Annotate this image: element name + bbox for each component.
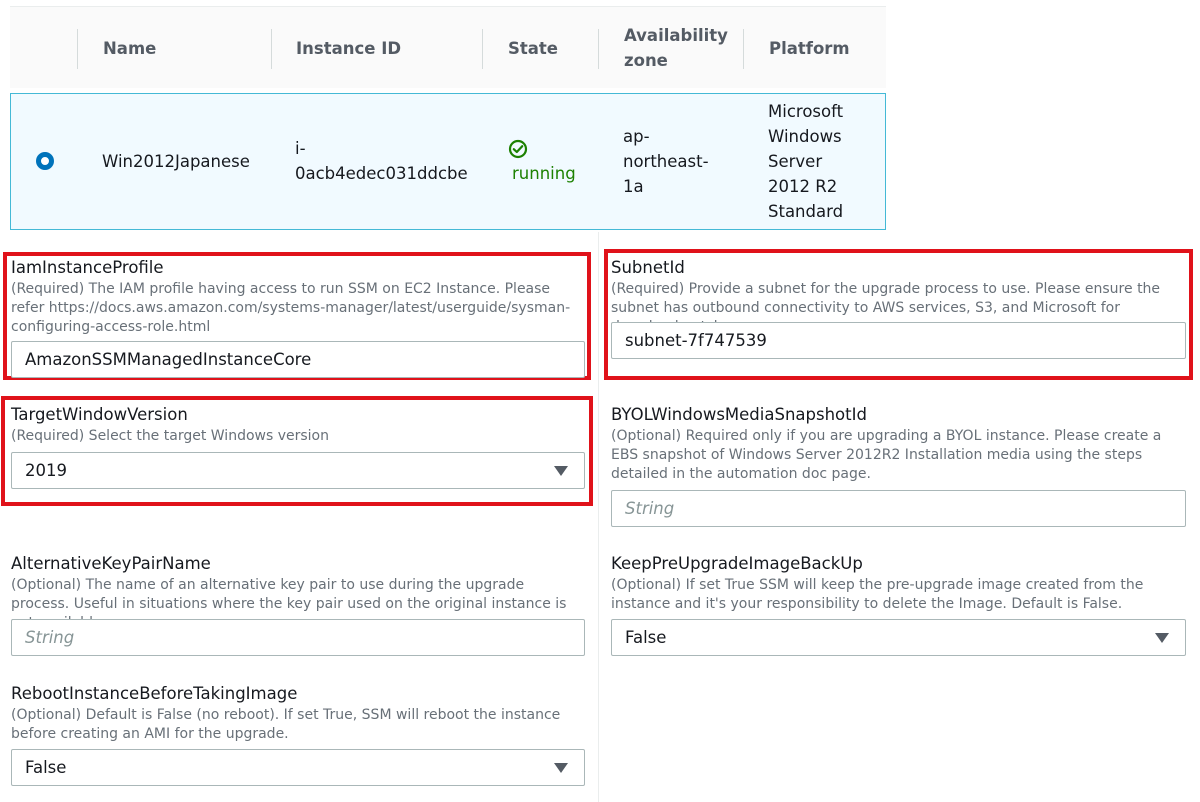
field-description: (Required) Select the target Windows version bbox=[11, 428, 329, 444]
column-divider bbox=[598, 232, 599, 802]
column-separator bbox=[743, 29, 744, 69]
cell-name: Win2012Japanese bbox=[102, 152, 250, 171]
field-description: (Optional) The name of an alternative key pair to use during the upgrade process. Useful in situations where the key pair used on the original instance is bbox=[11, 577, 567, 612]
cell-platform-line: Windows bbox=[768, 127, 842, 146]
cell-instance-id-line2: 0acb4edec031ddcbe bbox=[295, 164, 468, 183]
column-separator bbox=[77, 29, 78, 69]
field-label: RebootInstanceBeforeTakingImage bbox=[11, 684, 298, 703]
column-header-platform[interactable]: Platform bbox=[769, 38, 850, 58]
cell-platform-line: Microsoft bbox=[768, 102, 844, 121]
iam-instance-profile-input[interactable]: AmazonSSMManagedInstanceCore bbox=[11, 341, 585, 378]
field-iam-instance-profile bbox=[11, 257, 586, 337]
row-select-radio[interactable] bbox=[36, 152, 54, 170]
cell-instance-id bbox=[295, 136, 468, 186]
cell-az-line1: ap- bbox=[623, 127, 650, 146]
instances-table bbox=[10, 0, 886, 232]
cell-platform bbox=[768, 99, 843, 224]
column-header-az-line1: Availability bbox=[624, 26, 728, 45]
field-label: AlternativeKeyPairName bbox=[11, 554, 211, 573]
reboot-instance-select[interactable] bbox=[11, 749, 585, 786]
check-circle-icon bbox=[508, 139, 528, 159]
caret-down-icon bbox=[554, 763, 568, 773]
alternative-key-pair-name-input[interactable]: String bbox=[11, 619, 585, 656]
field-target-window-version bbox=[11, 404, 586, 446]
cell-az-line2: northeast- bbox=[623, 152, 709, 171]
field-keep-pre-upgrade-image bbox=[611, 553, 1186, 614]
field-label: SubnetId bbox=[611, 258, 685, 277]
field-description: (Required) The IAM profile having access to run SSM on EC2 Instance. Please refer https://docs.aws.amazon.com/systems-manager/latest/userguide/sysman-configuring-access-role.html bbox=[11, 281, 571, 335]
column-separator bbox=[271, 29, 272, 69]
field-description: (Optional) Default is False (no reboot). If set True, SSM will reboot the instance before creating an AMI for the upgrade. bbox=[11, 707, 561, 742]
cell-instance-id-line1: i- bbox=[295, 139, 306, 158]
field-byol-snapshot-id bbox=[611, 404, 1186, 484]
column-header-instance-id[interactable]: Instance ID bbox=[296, 38, 402, 58]
column-header-name[interactable]: Name bbox=[103, 38, 157, 58]
select-value: False bbox=[25, 758, 67, 777]
field-description: (Optional) Required only if you are upgrading a BYOL instance. Please create a EBS snapshot of Windows Server 2012R2 Installation media using the steps detailed in the automation doc page. bbox=[611, 428, 1162, 482]
field-reboot-instance bbox=[11, 683, 591, 744]
keep-pre-upgrade-image-select[interactable] bbox=[611, 619, 1186, 656]
field-label: IamInstanceProfile bbox=[11, 258, 164, 277]
cell-az-line3: 1a bbox=[623, 177, 644, 196]
status-running: running bbox=[512, 164, 576, 183]
column-separator bbox=[598, 29, 599, 69]
table-header bbox=[10, 6, 886, 88]
field-label: TargetWindowVersion bbox=[11, 405, 188, 424]
target-window-version-select[interactable] bbox=[11, 452, 585, 489]
subnet-id-input[interactable]: subnet-7f747539 bbox=[611, 322, 1186, 359]
field-description: (Required) Provide a subnet for the upgrade process to use. Please ensure the subnet has outbound connectivity to AWS services, S3, and Microsoft for bbox=[611, 281, 1161, 316]
column-header-az-line2: zone bbox=[624, 51, 668, 70]
cell-platform-line: Standard bbox=[768, 202, 844, 221]
field-label: BYOLWindowsMediaSnapshotId bbox=[611, 405, 867, 424]
caret-down-icon bbox=[1155, 633, 1169, 643]
field-label: KeepPreUpgradeImageBackUp bbox=[611, 554, 863, 573]
column-separator bbox=[482, 29, 483, 69]
byol-snapshot-id-input[interactable]: String bbox=[611, 490, 1186, 527]
cell-availability-zone bbox=[623, 124, 709, 199]
caret-down-icon bbox=[554, 466, 568, 476]
cell-platform-line: 2012 R2 bbox=[768, 177, 838, 196]
select-value: False bbox=[625, 628, 667, 647]
column-header-state[interactable]: State bbox=[508, 38, 558, 58]
column-header-availability-zone[interactable] bbox=[624, 7, 728, 89]
table-row[interactable] bbox=[10, 93, 886, 230]
select-value: 2019 bbox=[25, 461, 67, 480]
cell-platform-line: Server bbox=[768, 152, 823, 171]
field-description: (Optional) If set True SSM will keep the pre-upgrade image created from the instance and it's your responsibility to delete the Image. Default is False. bbox=[611, 577, 1144, 612]
